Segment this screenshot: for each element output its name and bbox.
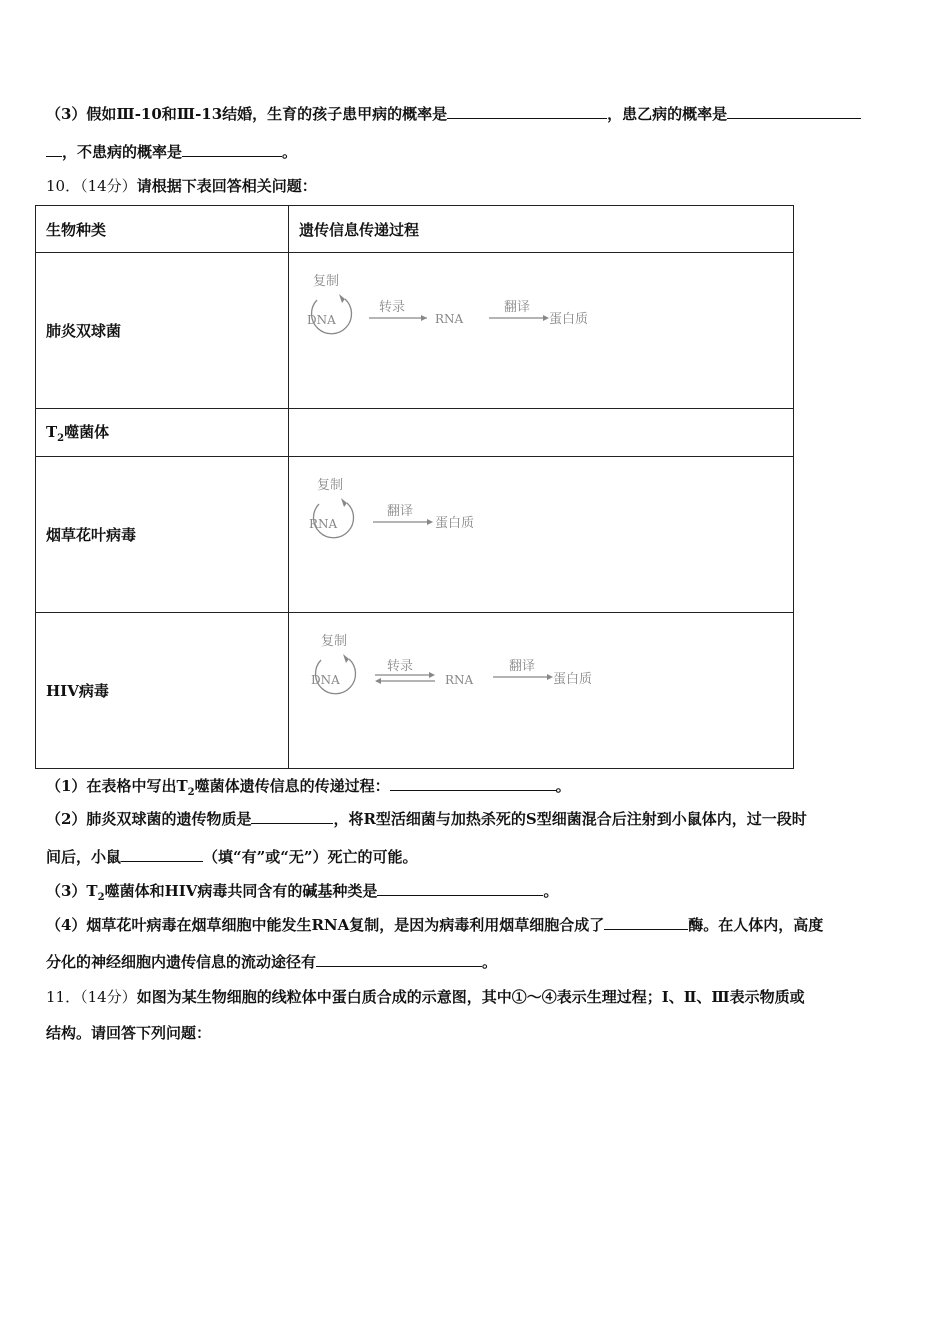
t2-subscript: 2 bbox=[57, 433, 65, 444]
arrowhead-icon bbox=[427, 519, 433, 525]
q9-part3-text-c: ，不患病的概率是 bbox=[62, 143, 183, 161]
table-header-row bbox=[36, 206, 794, 253]
q11-text-1: 如图为某生物细胞的线粒体中蛋白质合成的示意图，其中①～④表示生理过程；Ⅰ、Ⅱ、Ⅲ表示物质或 bbox=[136, 988, 805, 1006]
protein-label: 蛋白质 bbox=[549, 312, 589, 327]
rna-protein-diagram bbox=[299, 467, 619, 547]
q10-part2-line2 bbox=[46, 846, 418, 867]
protein-label: 蛋白质 bbox=[435, 516, 475, 531]
arrowhead-icon bbox=[421, 315, 427, 321]
process-tmv bbox=[289, 457, 794, 613]
q10-part1 bbox=[46, 775, 571, 798]
q10-part2-line1 bbox=[46, 808, 807, 829]
replicate-label: 复制 bbox=[317, 478, 344, 493]
arrowhead-icon bbox=[429, 672, 435, 678]
q10-p2-text-c: 间后，小鼠 bbox=[46, 848, 122, 866]
t2-suffix: 噬菌体 bbox=[64, 423, 110, 441]
q10-p2-text-b: ，将R型活细菌与加热杀死的S型细菌混合后注射到小鼠体内，过一段时 bbox=[333, 810, 807, 828]
table-row bbox=[36, 457, 794, 613]
table-row bbox=[36, 409, 794, 457]
table-row bbox=[36, 253, 794, 409]
rna-label: RNA bbox=[445, 673, 474, 687]
q10-number: 10．（14分） bbox=[46, 177, 137, 195]
q10-p4-text-a: （4）烟草花叶病毒在烟草细胞中能发生RNA复制，是因为病毒利用烟草细胞合成了 bbox=[46, 916, 605, 934]
header-process: 遗传信息传递过程 bbox=[289, 206, 794, 253]
q10-part3 bbox=[46, 880, 558, 903]
q10-p3-period: 。 bbox=[543, 882, 559, 900]
answer-blank-bases[interactable] bbox=[377, 881, 543, 896]
q10-p4-text-b: 酶。在人体内，高度 bbox=[688, 916, 824, 934]
q9-part3-text-a: （3）假如Ⅲ-10和Ⅲ-13结婚，生育的孩子患甲病的概率是 bbox=[46, 105, 448, 123]
q11-text-2: 结构。请回答下列问题： bbox=[46, 1024, 212, 1042]
organism-pneumococcus: 肺炎双球菌 bbox=[36, 253, 289, 409]
q9-part3-line2 bbox=[46, 141, 297, 162]
organism-hiv: HIV病毒 bbox=[36, 613, 289, 769]
answer-blank-none[interactable] bbox=[182, 142, 282, 157]
answer-blank-genetic-material[interactable] bbox=[251, 809, 333, 824]
header-organism: 生物种类 bbox=[36, 206, 289, 253]
arrowhead-icon bbox=[343, 654, 349, 663]
q10-p1-period: 。 bbox=[555, 777, 571, 795]
answer-blank-t2-process[interactable] bbox=[390, 776, 556, 791]
arrowhead-icon bbox=[375, 678, 381, 684]
translate-label: 翻译 bbox=[509, 659, 536, 674]
q10-p2-text-d: （填“有”或“无”）死亡的可能。 bbox=[203, 848, 418, 866]
organism-tmv: 烟草花叶病毒 bbox=[36, 457, 289, 613]
answer-blank-jia[interactable] bbox=[447, 104, 607, 119]
q11-number: 11．（14分） bbox=[46, 988, 137, 1006]
dna-label: DNA bbox=[307, 313, 336, 327]
dna-label: DNA bbox=[311, 673, 340, 687]
answer-blank-enzyme[interactable] bbox=[604, 915, 688, 930]
answer-blank-yi[interactable] bbox=[727, 104, 861, 119]
genetic-info-table bbox=[35, 205, 794, 769]
q10-p3-subscript: 2 bbox=[97, 892, 105, 903]
rna-label: RNA bbox=[435, 312, 464, 326]
q10-p3-text-b: 噬菌体和HIV病毒共同含有的碱基种类是 bbox=[104, 882, 378, 900]
transcribe-label: 转录 bbox=[387, 659, 414, 674]
answer-blank-mouse-death[interactable] bbox=[121, 847, 203, 862]
table-row bbox=[36, 613, 794, 769]
answer-blank-info-flow[interactable] bbox=[316, 952, 482, 967]
q10-p4-text-c: 分化的神经细胞内遗传信息的流动途径有 bbox=[46, 953, 317, 971]
q10-header bbox=[46, 175, 317, 196]
translate-label: 翻译 bbox=[504, 300, 531, 315]
transcribe-label: 转录 bbox=[379, 300, 406, 315]
translate-label: 翻译 bbox=[387, 504, 414, 519]
q11-line1 bbox=[46, 986, 805, 1007]
q11-line2 bbox=[46, 1022, 211, 1043]
rna-label: RNA bbox=[309, 517, 338, 531]
q10-part4-line2 bbox=[46, 951, 497, 972]
q10-p2-text-a: （2）肺炎双球菌的遗传物质是 bbox=[46, 810, 252, 828]
process-hiv bbox=[289, 613, 794, 769]
answer-blank-yi-cont[interactable] bbox=[46, 142, 62, 157]
process-pneumococcus bbox=[289, 253, 794, 409]
hiv-flow-diagram bbox=[299, 623, 629, 703]
q10-p4-period: 。 bbox=[482, 953, 498, 971]
replicate-label: 复制 bbox=[313, 274, 340, 289]
q10-part4-line1 bbox=[46, 914, 823, 935]
q10-p1-text-b: 噬菌体遗传信息的传递过程： bbox=[194, 777, 390, 795]
q10-p1-text-a: （1）在表格中写出T bbox=[46, 777, 188, 795]
replicate-label: 复制 bbox=[321, 634, 348, 649]
protein-label: 蛋白质 bbox=[553, 672, 593, 687]
arrowhead-icon bbox=[341, 498, 347, 507]
q10-p1-subscript: 2 bbox=[187, 787, 195, 798]
q9-part3-line1 bbox=[46, 103, 861, 124]
q9-period: 。 bbox=[282, 143, 298, 161]
q10-intro: 请根据下表回答相关问题： bbox=[136, 177, 317, 195]
q10-p3-text-a: （3）T bbox=[46, 882, 98, 900]
dna-rna-protein-diagram bbox=[299, 263, 619, 343]
q9-part3-text-b: ，患乙病的概率是 bbox=[607, 105, 728, 123]
arrowhead-icon bbox=[339, 294, 345, 303]
organism-t2-phage bbox=[36, 409, 289, 457]
t2-prefix: T bbox=[46, 423, 58, 441]
process-t2-phage-empty[interactable] bbox=[289, 409, 794, 457]
